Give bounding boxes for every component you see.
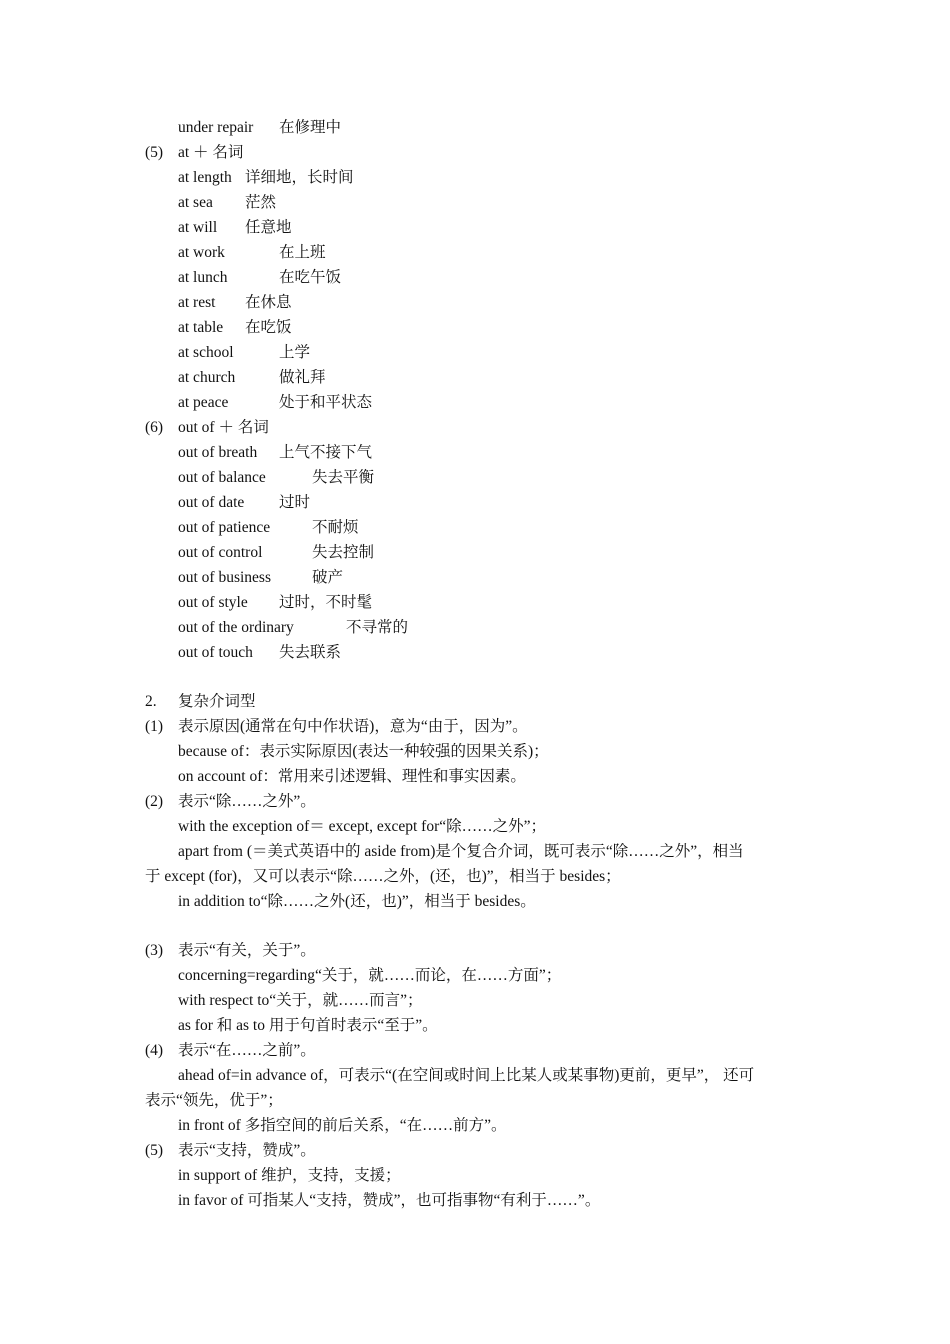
- phrase-zh: 任意地: [245, 219, 292, 236]
- item-text: ahead of=in advance of，可表示“(在空间或时间上比某人或某事物)更前，更早”， 还可: [178, 1067, 755, 1084]
- item-text: in favor of 可指某人“支持，赞成”，也可指事物“有利于……”。: [178, 1192, 601, 1209]
- phrase-zh: 上学: [279, 344, 311, 361]
- phrase-zh: 失去控制: [312, 544, 375, 561]
- phrase-zh: 过时: [279, 494, 311, 511]
- item-text: 表示“领先，优于”；: [145, 1092, 283, 1109]
- phrase-zh: 上气不接下气: [279, 444, 373, 461]
- item-number: (1): [145, 718, 164, 735]
- phrase-en: at work: [178, 244, 225, 261]
- item-text: 表示“支持，赞成”。: [178, 1142, 316, 1159]
- item-text: concerning=regarding“关于，就……而论，在……方面”；: [178, 967, 562, 984]
- phrase-en: out of the ordinary: [178, 619, 294, 636]
- item-text: as for 和 as to 用于句首时表示“至于”。: [178, 1017, 438, 1034]
- phrase-en: at table: [178, 319, 224, 336]
- item-number: (6): [145, 419, 164, 436]
- phrase-zh: 不耐烦: [312, 519, 359, 536]
- phrase-en: out of touch: [178, 644, 253, 661]
- phrase-zh: 在休息: [245, 294, 292, 311]
- phrase-en: out of date: [178, 494, 245, 511]
- phrase-zh: 在修理中: [279, 119, 342, 136]
- item-text: in front of 多指空间的前后关系，“在……前方”。: [178, 1117, 507, 1134]
- phrase-zh: 不寻常的: [346, 619, 409, 636]
- section-number: 2.: [145, 693, 157, 710]
- phrase-zh: 在上班: [279, 244, 326, 261]
- phrase-en: at school: [178, 344, 234, 361]
- phrase-en: out of breath: [178, 444, 258, 461]
- phrase-en: out of business: [178, 569, 271, 586]
- phrase-zh: 过时，不时髦: [279, 594, 373, 611]
- phrase-en: at church: [178, 369, 236, 386]
- phrase-en: at length: [178, 169, 232, 186]
- phrase-zh: 破产: [312, 569, 344, 586]
- phrase-zh: 详细地，长时间: [245, 169, 354, 186]
- item-text: in support of 维护，支持，支援；: [178, 1167, 401, 1184]
- item-number: (2): [145, 793, 164, 810]
- phrase-zh: 在吃饭: [245, 319, 292, 336]
- phrase-heading: out of ＋ 名词: [178, 419, 269, 436]
- section-title: 复杂介词型: [178, 693, 256, 710]
- item-number: (4): [145, 1042, 164, 1059]
- item-text: 表示“在……之前”。: [178, 1042, 316, 1059]
- phrase-en: under repair: [178, 119, 254, 136]
- item-text: apart from (＝美式英语中的 aside from)是个复合介词，既可表示“除……之外”，相当: [178, 843, 744, 860]
- phrase-zh: 处于和平状态: [279, 394, 373, 411]
- phrase-en: at peace: [178, 394, 229, 411]
- phrase-en: at will: [178, 219, 218, 236]
- phrase-en: out of control: [178, 544, 263, 561]
- phrase-en: at lunch: [178, 269, 228, 286]
- phrase-zh: 失去平衡: [312, 469, 375, 486]
- phrase-en: out of style: [178, 594, 248, 611]
- phrase-en: at rest: [178, 294, 216, 311]
- phrase-zh: 失去联系: [279, 644, 342, 661]
- item-text: because of：表示实际原因(表达一种较强的因果关系)；: [178, 743, 549, 760]
- item-number: (5): [145, 144, 164, 161]
- phrase-zh: 在吃午饭: [279, 269, 342, 286]
- item-text: 于 except (for)，又可以表示“除……之外，(还，也)”，相当于 besides；: [145, 868, 621, 885]
- phrase-en: out of patience: [178, 519, 271, 536]
- item-text: in addition to“除……之外(还，也)”，相当于 besides。: [178, 893, 536, 910]
- item-text: with respect to“关于，就……而言”；: [178, 992, 423, 1009]
- phrase-en: at sea: [178, 194, 213, 211]
- phrase-zh: 茫然: [245, 194, 277, 211]
- item-text: 表示原因(通常在句中作状语)，意为“由于，因为”。: [178, 718, 528, 735]
- item-number: (3): [145, 942, 164, 959]
- item-text: 表示“有关，关于”。: [178, 942, 316, 959]
- phrase-heading: at ＋ 名词: [178, 144, 244, 161]
- phrase-zh: 做礼拜: [279, 369, 326, 386]
- item-number: (5): [145, 1142, 164, 1159]
- item-text: with the exception of＝ except, except for“除……之外”；: [178, 818, 547, 835]
- item-text: 表示“除……之外”。: [178, 793, 316, 810]
- phrase-en: out of balance: [178, 469, 266, 486]
- item-text: on account of：常用来引述逻辑、理性和事实因素。: [178, 768, 526, 785]
